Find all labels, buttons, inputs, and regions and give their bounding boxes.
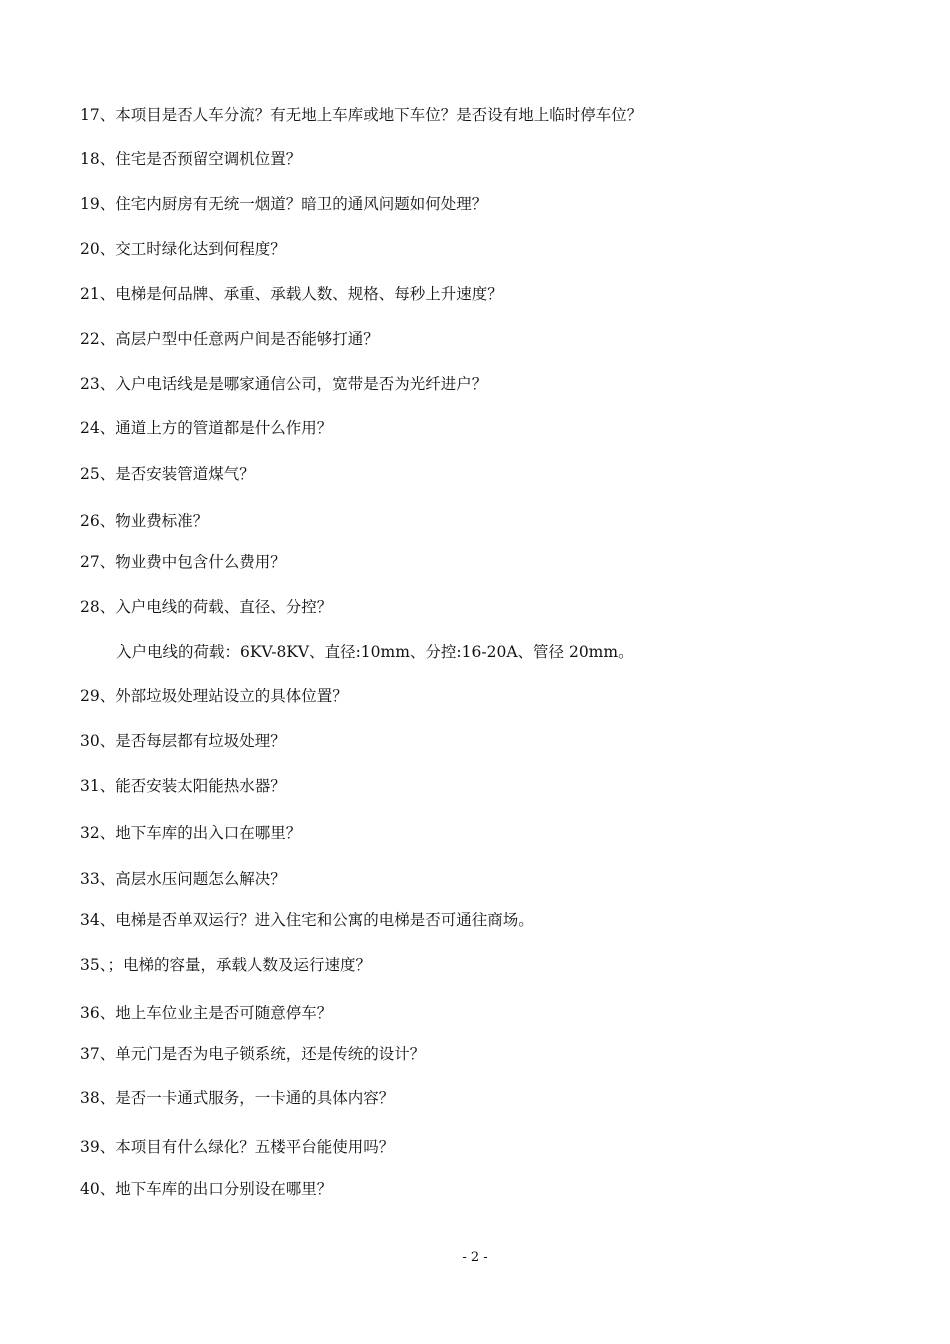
question-32: 32、地下车库的出入口在哪里？ [80,824,302,842]
question-37: 37、单元门是否为电子锁系统，还是传统的设计？ [80,1045,426,1063]
question-35: 35、；电梯的容量，承载人数及运行速度？ [80,956,371,974]
answer-28: 入户电线的荷载：6KV-8KV、直径:10mm、分控:16-20A、管径 20mm。 [116,643,634,661]
question-36: 36、地上车位业主是否可随意停车？ [80,1004,333,1022]
question-22: 22、高层户型中任意两户间是否能够打通？ [80,330,379,348]
question-29: 29、外部垃圾处理站设立的具体位置？ [80,687,348,705]
page-number: - 2 - [462,1250,488,1265]
question-26: 26、物业费标准？ [80,512,209,530]
question-34: 34、电梯是否单双运行？进入住宅和公寓的电梯是否可通往商场。 [80,911,534,929]
question-33: 33、高层水压问题怎么解决？ [80,870,286,888]
question-28: 28、入户电线的荷载、直径、分控？ [80,598,333,616]
question-19: 19、住宅内厨房有无统一烟道？暗卫的通风问题如何处理？ [80,195,488,213]
question-23: 23、入户电话线是是哪家通信公司，宽带是否为光纤进户？ [80,375,488,393]
question-21: 21、电梯是何品牌、承重、承载人数、规格、每秒上升速度？ [80,285,503,303]
question-31: 31、能否安装太阳能热水器？ [80,777,286,795]
question-20: 20、交工时绿化达到何程度？ [80,240,286,258]
question-40: 40、地下车库的出口分别设在哪里？ [80,1180,333,1198]
question-18: 18、住宅是否预留空调机位置？ [80,150,302,168]
question-38: 38、是否一卡通式服务，一卡通的具体内容？ [80,1089,395,1107]
question-39: 39、本项目有什么绿化？五楼平台能使用吗？ [80,1138,395,1156]
question-17: 17、本项目是否人车分流？有无地上车库或地下车位？是否设有地上临时停车位？ [80,106,643,124]
question-30: 30、是否每层都有垃圾处理？ [80,732,286,750]
question-24: 24、通道上方的管道都是什么作用？ [80,419,333,437]
question-25: 25、是否安装管道煤气？ [80,465,255,483]
question-27: 27、物业费中包含什么费用？ [80,553,286,571]
